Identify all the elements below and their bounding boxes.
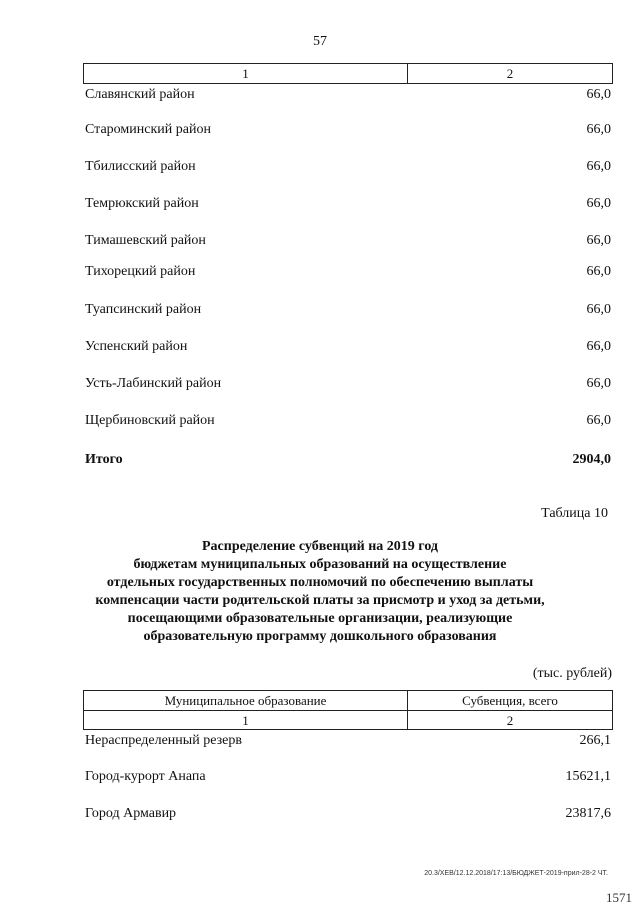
table1-header-col2: 2 [506, 66, 514, 81]
table-title [40, 538, 600, 646]
table-row [85, 121, 611, 139]
title-line: Распределение субвенций на 2019 год [202, 539, 438, 554]
table1-header-col1: 1 [84, 64, 408, 83]
row-value: 66,0 [586, 339, 611, 354]
title-line: отдельных государственных полномочий по обеспечению выплаты [106, 575, 534, 590]
table-row [85, 768, 611, 786]
row-value: 23817,6 [565, 806, 611, 821]
corner-number: 1571 [606, 890, 632, 905]
row-value: 66,0 [586, 196, 611, 211]
table-row [85, 412, 611, 430]
table2-header-num2: 2 [506, 713, 514, 728]
row-name: Тбилисский район [85, 159, 196, 174]
row-name: Нераспределенный резерв [85, 733, 242, 748]
total-row [85, 451, 611, 469]
row-value: 15621,1 [565, 769, 611, 784]
row-name: Туапсинский район [85, 302, 202, 317]
table-row [85, 301, 611, 319]
row-value: 266,1 [579, 733, 611, 748]
page-number: 57 [313, 34, 327, 49]
row-name: Успенский район [85, 339, 188, 354]
table-row [85, 158, 611, 176]
row-name: Тимашевский район [85, 233, 206, 248]
row-value: 66,0 [586, 302, 611, 317]
row-name: Усть-Лабинский район [85, 376, 222, 391]
row-value: 66,0 [586, 233, 611, 248]
row-value: 66,0 [586, 159, 611, 174]
row-name: Староминский район [85, 122, 211, 137]
title-line: образовательную программу дошкольного образования [143, 629, 497, 644]
row-value: 66,0 [586, 376, 611, 391]
row-name: Город Армавир [85, 806, 177, 821]
row-name: Славянский район [85, 87, 195, 102]
table-row [85, 375, 611, 393]
row-value: 66,0 [586, 413, 611, 428]
table2-header [83, 690, 613, 730]
table-row [85, 805, 611, 823]
table2-header-col2: Субвенция, всего [462, 693, 558, 708]
row-name: Город-курорт Анапа [85, 769, 206, 784]
total-label: Итого [85, 452, 123, 467]
row-value: 66,0 [586, 264, 611, 279]
row-value: 66,0 [586, 122, 611, 137]
row-name: Темрюкский район [85, 196, 199, 211]
total-value: 2904,0 [572, 452, 611, 467]
title-line: бюджетам муниципальных образований на осуществление [133, 557, 507, 572]
row-name: Щербиновский район [85, 413, 215, 428]
units-label: (тыс. рублей) [532, 666, 612, 681]
row-name: Тихорецкий район [85, 264, 196, 279]
title-line: компенсации части родительской платы за присмотр и уход за детьми, [95, 593, 545, 608]
table2-header-col1: Муниципальное образование [84, 691, 408, 710]
table-row [85, 86, 611, 104]
title-line: посещающими образовательные организации, реализующие [127, 611, 513, 626]
table-row [85, 195, 611, 213]
table-label: Таблица 10 [541, 506, 608, 521]
table-row [85, 232, 611, 250]
footer-code: 20.3/ХЕВ/12.12.2018/17:13/БЮДЖЕТ-2019-прил-28-2 ЧТ. [424, 870, 608, 877]
table1-header [83, 63, 613, 84]
table2-header-num1: 1 [84, 711, 408, 729]
table-row [85, 732, 611, 750]
row-value: 66,0 [586, 87, 611, 102]
table-row [85, 338, 611, 356]
table-row [85, 263, 611, 281]
